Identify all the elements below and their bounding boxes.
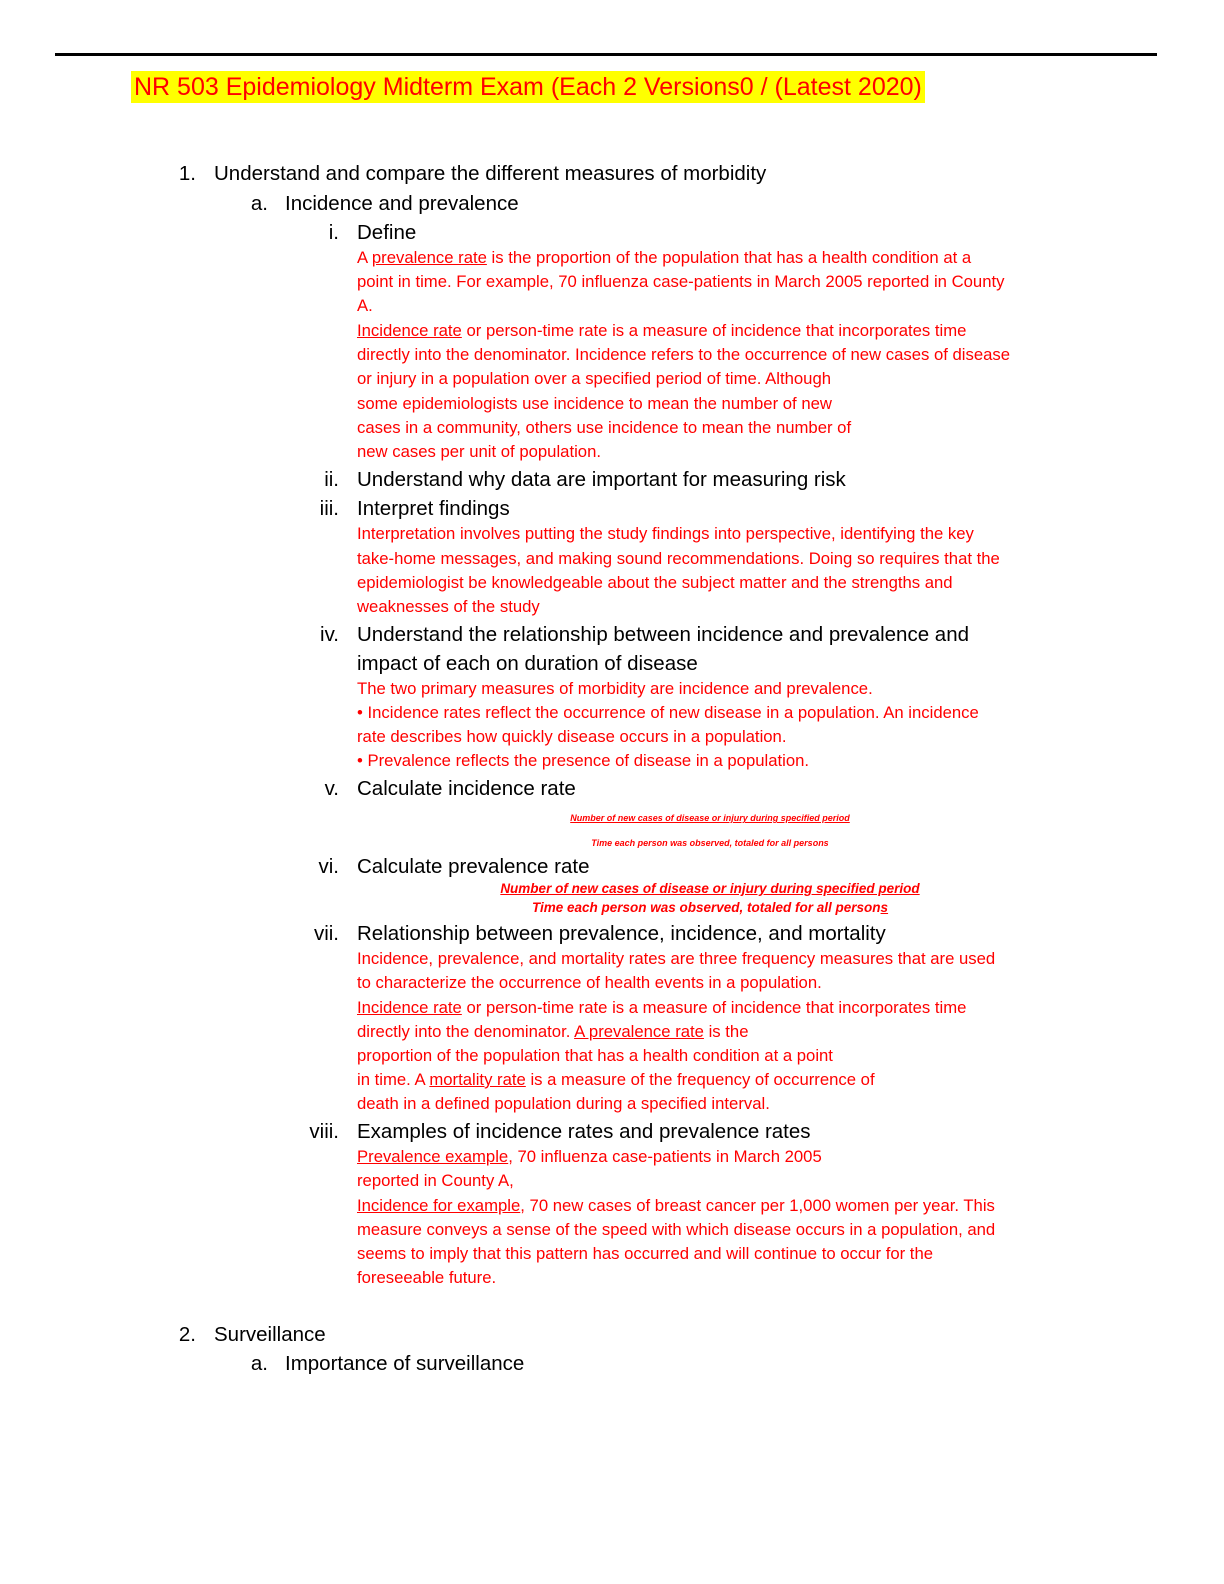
note-line: [357, 1068, 875, 1092]
note-text: is a measure of the frequency of occurrence of: [525, 1070, 875, 1089]
note-line: point in time. For example, 70 influenza case-patients in March 2005 reported in County: [357, 272, 1005, 291]
outline-item: Calculate incidence rate: [357, 777, 576, 800]
outline-item: impact of each on duration of disease: [357, 652, 698, 675]
list-marker: vi.: [318, 855, 339, 878]
term-incidence-example: Incidence for example: [357, 1196, 521, 1215]
note-line: [357, 246, 971, 270]
list-marker: v.: [324, 777, 339, 800]
outline-item: Understand and compare the different measures of morbidity: [214, 162, 767, 185]
outline-item: Understand the relationship between incidence and prevalence and: [357, 623, 970, 646]
outline-item: Importance of surveillance: [285, 1352, 525, 1375]
note-line: death in a defined population during a specified interval.: [357, 1094, 770, 1113]
outline-item: Examples of incidence rates and prevalence rates: [357, 1120, 811, 1143]
note-text: in time. A: [357, 1070, 430, 1089]
note-line: [357, 1145, 822, 1169]
note-line: weaknesses of the study: [357, 597, 540, 616]
list-marker: iii.: [319, 497, 339, 520]
note-line: Incidence, prevalence, and mortality rates are three frequency measures that are used: [357, 949, 996, 968]
term-prevalence-rate: prevalence rate: [371, 248, 487, 267]
incidence-formula-numerator: Number of new cases of disease or injury during specified period: [570, 813, 850, 823]
list-marker: viii.: [309, 1120, 339, 1143]
note-line: to characterize the occurrence of health events in a population.: [357, 973, 822, 992]
formula-text: Time each person was observed, totaled for all person: [531, 900, 881, 915]
list-marker: iv.: [320, 623, 339, 646]
outline-item: Relationship between prevalence, incidence, and mortality: [357, 922, 886, 945]
term-mortality-rate: mortality rate: [429, 1070, 526, 1089]
note-line: [357, 996, 966, 1020]
list-marker: 1.: [178, 162, 196, 185]
note-line: seems to imply that this pattern has occurred and will continue to occur for the: [357, 1244, 934, 1263]
note-text: is the proportion of the population that has a health condition at a: [486, 248, 972, 267]
outline-item: Incidence and prevalence: [285, 192, 519, 215]
note-line: The two primary measures of morbidity are incidence and prevalence.: [357, 679, 873, 698]
note-line: foreseeable future.: [357, 1268, 497, 1287]
note-line: new cases per unit of population.: [357, 442, 601, 461]
list-marker: i.: [328, 221, 339, 244]
note-line: [357, 319, 966, 343]
note-line: cases in a community, others use incidence to mean the number of: [357, 418, 852, 437]
top-rule: [55, 53, 1157, 56]
note-text: A: [357, 248, 372, 267]
document-title: NR 503 Epidemiology Midterm Exam (Each 2 Versions0 / (Latest 2020): [131, 71, 925, 103]
list-marker: 2.: [178, 1323, 196, 1346]
outline-item: Understand why data are important for measuring risk: [357, 468, 846, 491]
incidence-formula-denominator: Time each person was observed, totaled for all persons: [591, 838, 829, 848]
list-marker: ii.: [324, 468, 339, 491]
note-line: some epidemiologists use incidence to mean the number of new: [357, 394, 832, 413]
note-line: [357, 1194, 995, 1218]
outline-item: Calculate prevalence rate: [357, 855, 590, 878]
note-line: reported in County A,: [357, 1171, 514, 1190]
note-text: or person-time rate is a measure of incidence that incorporates time: [461, 998, 967, 1017]
term-incidence-rate: Incidence rate: [357, 998, 462, 1017]
note-text: , 70 new cases of breast cancer per 1,000 women per year. This: [520, 1196, 995, 1215]
note-line: rate describes how quickly disease occurs in a population.: [357, 727, 787, 746]
note-line: measure conveys a sense of the speed with which disease occurs in a population, and: [357, 1220, 996, 1239]
prevalence-formula-denominator: [360, 900, 1060, 915]
outline-item: Surveillance: [214, 1323, 326, 1346]
note-line: A.: [357, 296, 373, 315]
note-line: proportion of the population that has a health condition at a point: [357, 1046, 833, 1065]
outline-item: Define: [357, 221, 417, 244]
prevalence-formula-numerator: Number of new cases of disease or injury during specified period: [500, 881, 920, 896]
note-line: • Prevalence reflects the presence of disease in a population.: [357, 751, 810, 770]
term-prevalence-rate: A prevalence rate: [574, 1022, 704, 1041]
note-line: [357, 1020, 748, 1044]
note-text: directly into the denominator.: [357, 1022, 575, 1041]
note-text: is the: [703, 1022, 749, 1041]
term-incidence-rate: Incidence rate: [357, 321, 462, 340]
note-text: or person-time rate is a measure of incidence that incorporates time: [461, 321, 967, 340]
term-prevalence-example: Prevalence example: [357, 1147, 509, 1166]
list-marker: vii.: [313, 922, 339, 945]
note-line: Interpretation involves putting the study findings into perspective, identifying the key: [357, 524, 974, 543]
list-marker: a.: [250, 1352, 268, 1375]
note-text: , 70 influenza case-patients in March 2005: [508, 1147, 822, 1166]
note-line: directly into the denominator. Incidence refers to the occurrence of new cases of disease: [357, 345, 1011, 364]
outline-item: Interpret findings: [357, 497, 510, 520]
note-line: • Incidence rates reflect the occurrence of new disease in a population. An incidence: [357, 703, 979, 722]
note-line: take-home messages, and making sound recommendations. Doing so requires that the: [357, 549, 1000, 568]
formula-text: s: [880, 900, 889, 915]
note-line: epidemiologist be knowledgeable about the subject matter and the strengths and: [357, 573, 953, 592]
note-line: or injury in a population over a specified period of time. Although: [357, 369, 832, 388]
list-marker: a.: [250, 192, 268, 215]
